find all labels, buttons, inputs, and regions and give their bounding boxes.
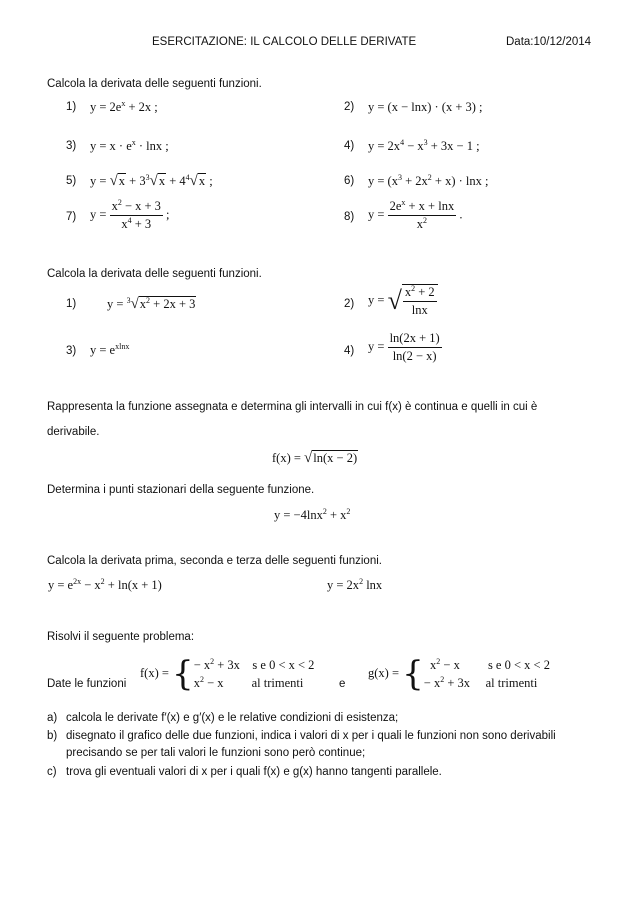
page-title: ESERCITAZIONE: IL CALCOLO DELLE DERIVATE bbox=[152, 36, 417, 48]
formula: $y = -4\ln x^2 + x^2$ bbox=[274, 507, 351, 522]
section1-instruction: Calcola la derivata delle seguenti funzioni. bbox=[47, 78, 262, 90]
formula: y = √ $\frac{x^2 + 2}{\ln x}$ bbox=[368, 284, 438, 318]
exercise-label: 3) bbox=[66, 140, 77, 152]
section6-intro: Date le funzioni bbox=[47, 678, 127, 690]
item-text: precisando se per tali valori le funzioni sono però continue; bbox=[66, 747, 366, 759]
formula: $y = e^{xlnx}$ bbox=[90, 342, 130, 357]
formula: y = $\frac{\ln(2x + 1)}{\ln(2 - x)}$ bbox=[368, 331, 440, 363]
exercise-label: 7) bbox=[66, 211, 77, 223]
formula: f(x) = { − $x^2 + 3x$ s e 0 < x < 2 $x^2 - x$ al trimenti bbox=[140, 654, 315, 694]
formula: f(x) = √ln(x − 2) bbox=[272, 450, 358, 466]
formula: y = (x − lnx) · (x + 3) ; bbox=[368, 100, 483, 114]
section6-conj: e bbox=[339, 678, 346, 690]
section3-instruction: Rappresenta la funzione assegnata e determina gli intervalli in cui f(x) è continua e quelli in cui è bbox=[47, 401, 538, 413]
item-text: disegnato il grafico delle due funzioni, indica i valori di x per i quali le funzioni non sono derivabili bbox=[66, 730, 556, 742]
formula: $y = √x + 3^3√x + 4^4√x$ ; bbox=[90, 173, 213, 189]
section2-instruction: Calcola la derivata delle seguenti funzioni. bbox=[47, 268, 262, 280]
formula: y = $\frac{x^2 - x + 3}{x^4 + 3}$ ; bbox=[90, 198, 170, 231]
page-date: Data:10/12/2014 bbox=[506, 36, 592, 48]
item-label: c) bbox=[47, 766, 57, 778]
formula: g(x) = { $x^2 - x$ s e 0 < x < 2 − $x^2 + 3x$ al trimenti bbox=[368, 654, 550, 694]
formula: $y = 2x^4 - x^3 + 3x - 1$ ; bbox=[368, 138, 480, 153]
formula: $y = x \cdot e^x \cdot \ln x$ ; bbox=[90, 138, 169, 153]
section4-instruction: Determina i punti stazionari della seguente funzione. bbox=[47, 484, 315, 496]
item-text: calcola le derivate f′(x) e g′(x) e le relative condizioni di esistenza; bbox=[66, 712, 399, 724]
exercise-label: 1) bbox=[66, 101, 77, 113]
exercise-label: 4) bbox=[344, 140, 355, 152]
section6-instruction: Risolvi il seguente problema: bbox=[47, 631, 195, 643]
section5-instruction: Calcola la derivata prima, seconda e terza delle seguenti funzioni. bbox=[47, 555, 382, 567]
exercise-label: 8) bbox=[344, 211, 355, 223]
formula: $y = 2x^2$ lnx bbox=[327, 577, 383, 592]
formula: $y = e^{2x} - x^2 + \ln(x + 1)$ bbox=[48, 577, 162, 592]
formula: $y = (x^3 + 2x^2 + x) \cdot \ln x$ ; bbox=[368, 173, 489, 188]
formula: y = $\frac{2e^x + x + \ln x}{x^2}$ . bbox=[368, 198, 463, 231]
formula: $y = ^3√x^2 + 2x + 3$ bbox=[107, 296, 196, 312]
exercise-label: 6) bbox=[344, 175, 355, 187]
item-label: a) bbox=[47, 712, 58, 724]
exercise-label: 3) bbox=[66, 345, 77, 357]
formula: $y = 2e^x + 2x$ ; bbox=[90, 99, 158, 114]
section3-instruction-cont: derivabile. bbox=[47, 426, 100, 438]
exercise-label: 2) bbox=[344, 101, 355, 113]
exercise-label: 5) bbox=[66, 175, 77, 187]
exercise-label: 4) bbox=[344, 345, 355, 357]
item-label: b) bbox=[47, 730, 58, 742]
item-text: trova gli eventuali valori di x per i quali f(x) e g(x) hanno tangenti parallele. bbox=[66, 766, 442, 778]
exercise-label: 2) bbox=[344, 298, 355, 310]
exercise-label: 1) bbox=[66, 298, 77, 310]
